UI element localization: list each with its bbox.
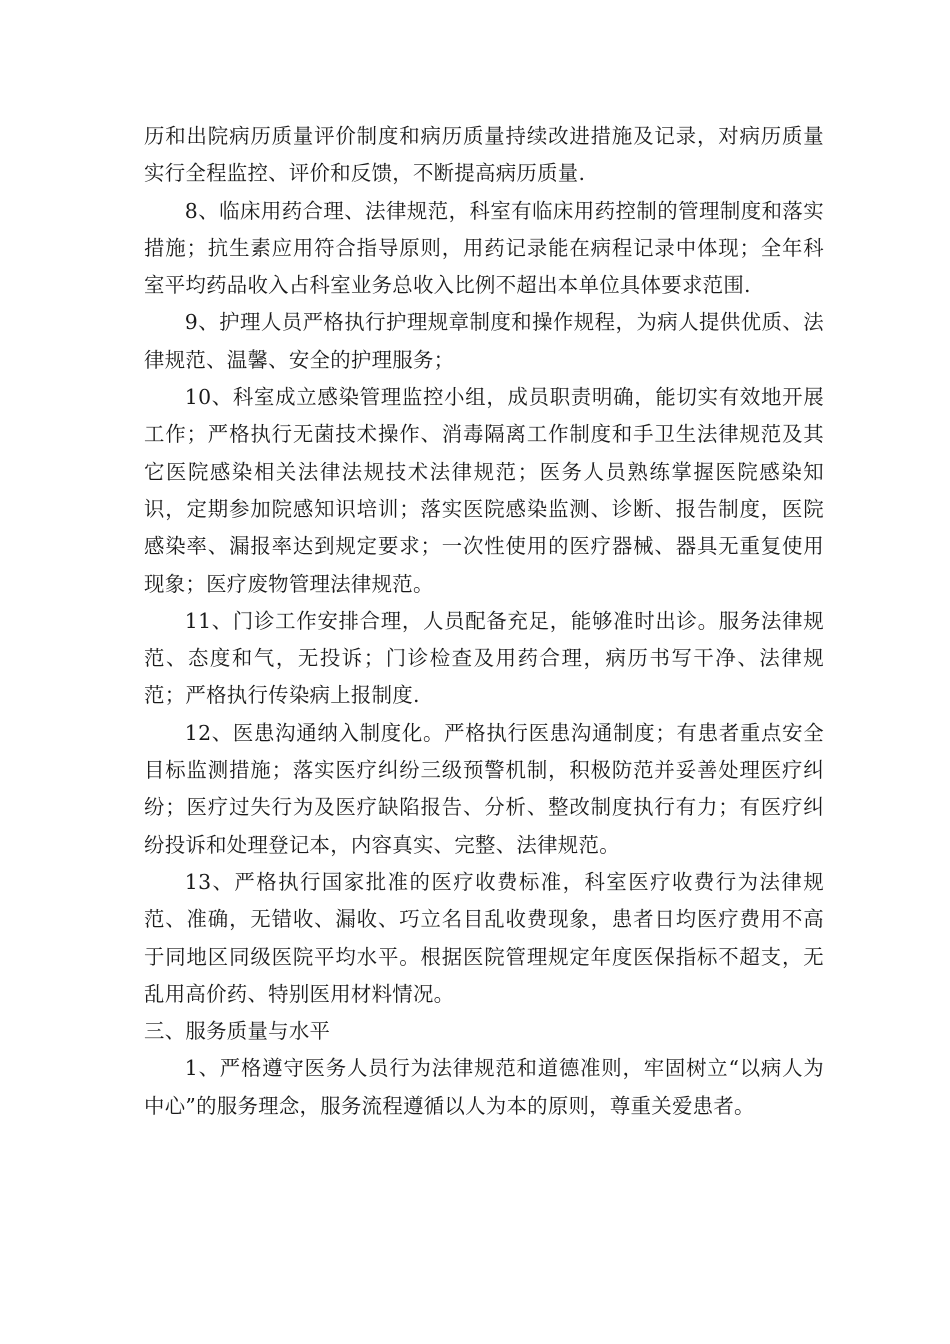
paragraph-continuation: 历和出院病历质量评价制度和病历质量持续改进措施及记录，对病历质量实行全程监控、评价和反馈，不断提高病历质量. [144,124,824,186]
paragraph-item-13: 13、严格执行国家批准的医疗收费标准，科室医疗收费行为法律规范、准确，无错收、漏收、巧立名目乱收费现象，患者日均医疗费用不高于同地区同级医院平均水平。根据医院管理规定年度医保指标不超支，无乱用高价药、特别医用材料情况。 [144,869,824,1006]
paragraph-item-9: 9、护理人员严格执行护理规章制度和操作规程，为病人提供优质、法律规范、温馨、安全的护理服务； [144,310,824,372]
document-body [144,118,824,1125]
paragraph-item-8: 8、临床用药合理、法律规范，科室有临床用药控制的管理制度和落实措施；抗生素应用符合指导原则，用药记录能在病程记录中体现；全年科室平均药品收入占科室业务总收入比例不超出本单位具体要求范围. [144,198,824,298]
paragraph-service-item-1: 1、严格遵守医务人员行为法律规范和道德准则，牢固树立“以病人为中心”的服务理念，服务流程遵循以人为本的原则，尊重关爱患者。 [144,1056,824,1118]
paragraph-item-10: 10、科室成立感染管理监控小组，成员职责明确，能切实有效地开展工作；严格执行无菌技术操作、消毒隔离工作制度和手卫生法律规范及其它医院感染相关法律法规技术法律规范；医务人员熟练掌握医院感染知识，定期参加院感知识培训；落实医院感染监测、诊断、报告制度，医院感染率、漏报率达到规定要求；一次性使用的医疗器械、器具无重复使用现象；医疗废物管理法律规范。 [144,385,824,596]
paragraph-item-12: 12、医患沟通纳入制度化。严格执行医患沟通制度；有患者重点安全目标监测措施；落实医疗纠纷三级预警机制，积极防范并妥善处理医疗纠纷；医疗过失行为及医疗缺陷报告、分析、整改制度执行有力；有医疗纠纷投诉和处理登记本，内容真实、完整、法律规范。 [144,720,824,857]
section-heading-service-quality: 三、服务质量与水平 [144,1019,331,1044]
paragraph-item-11: 11、门诊工作安排合理，人员配备充足，能够准时出诊。服务法律规范、态度和气，无投诉；门诊检查及用药合理，病历书写干净、法律规范；严格执行传染病上报制度. [144,608,824,708]
